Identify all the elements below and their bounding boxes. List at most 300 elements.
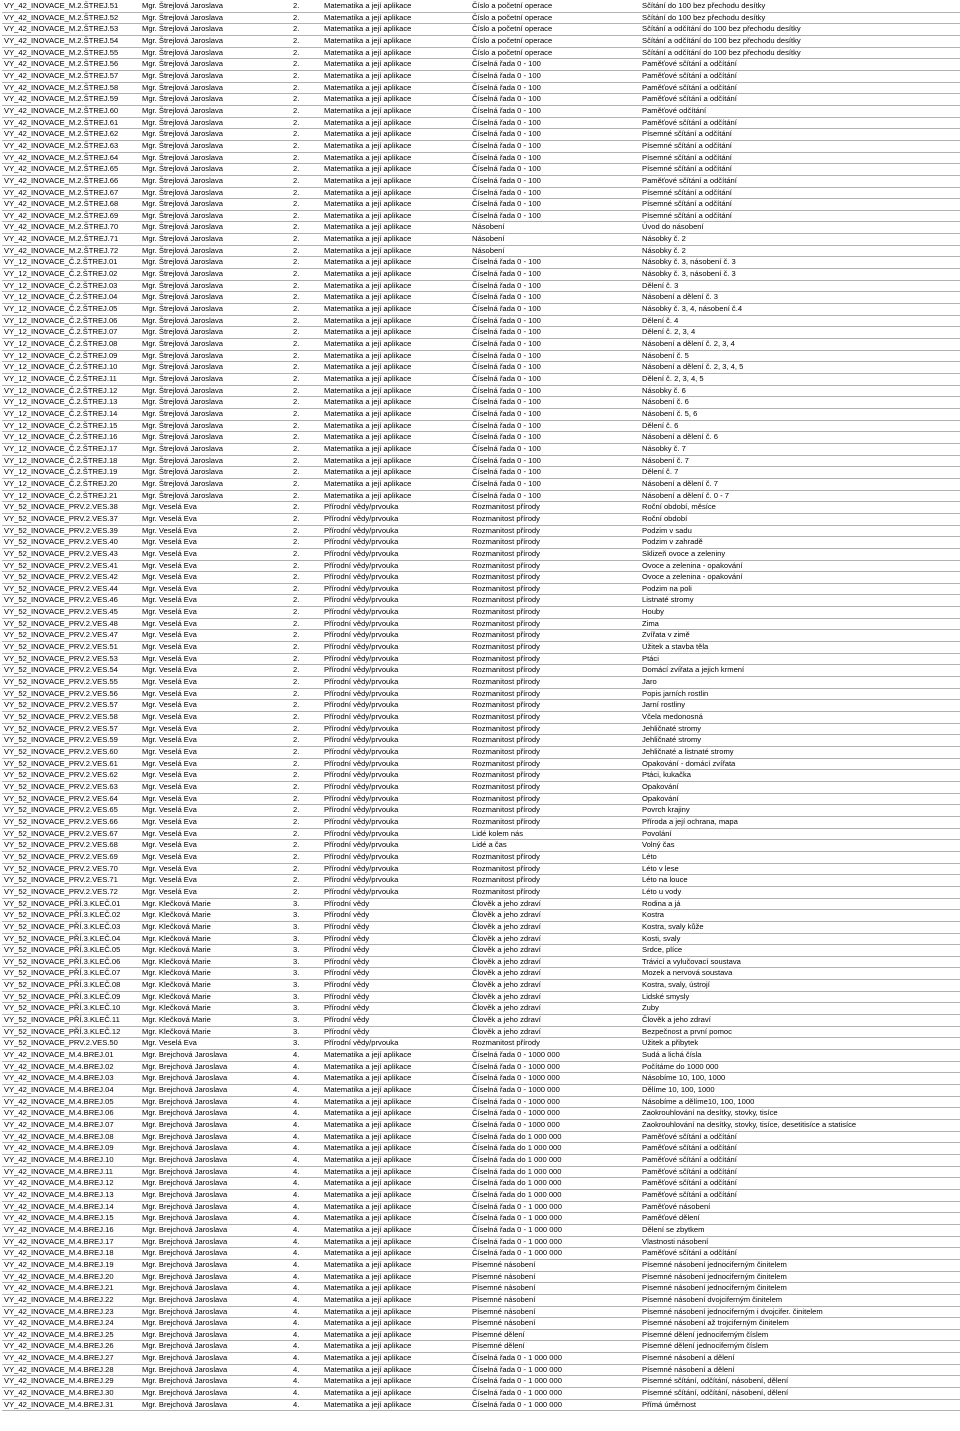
material-code-cell: VY_42_INOVACE_M.2.ŠTREJ.72 [2,245,140,257]
material-code-cell: VY_42_INOVACE_M.4.BREJ.31 [2,1399,140,1411]
title-cell: Paměťové sčítání a odčítání [640,117,960,129]
subject-cell: Matematika a její aplikace [322,1341,470,1353]
material-code-cell: VY_42_INOVACE_M.4.BREJ.10 [2,1154,140,1166]
material-code-cell: VY_52_INOVACE_PRV.2.VES.63 [2,781,140,793]
grade-cell: 4. [291,1224,322,1236]
topic-cell: Číselná řada 0 - 100 [470,70,640,82]
topic-cell: Číselná řada 0 - 100 [470,292,640,304]
subject-cell: Matematika a její aplikace [322,292,470,304]
subject-cell: Matematika a její aplikace [322,397,470,409]
material-code-cell: VY_42_INOVACE_M.4.BREJ.01 [2,1050,140,1062]
table-row [2,222,960,234]
title-cell: Násobení č. 7 [640,455,960,467]
table-row [2,805,960,817]
table-row [2,315,960,327]
title-cell: Ptáci, kukačka [640,770,960,782]
material-code-cell: VY_42_INOVACE_M.2.ŠTREJ.52 [2,12,140,24]
topic-cell: Číselná řada 0 - 100 [470,59,640,71]
topic-cell: Číselná řada 0 - 1000 000 [470,1050,640,1062]
title-cell: Písemné sčítání a odčítání [640,140,960,152]
material-code-cell: VY_52_INOVACE_PRV.2.VES.60 [2,747,140,759]
title-cell: Násobky č. 3, 4, násobení č.4 [640,304,960,316]
grade-cell: 4. [291,1061,322,1073]
material-code-cell: VY_52_INOVACE_PŘÍ.3.KLEČ.03 [2,921,140,933]
material-code-cell: VY_42_INOVACE_M.4.BREJ.17 [2,1236,140,1248]
author-cell: Mgr. Brejchová Jaroslava [140,1073,291,1085]
author-cell: Mgr. Štrejlová Jaroslava [140,280,291,292]
title-cell: Zima [640,618,960,630]
topic-cell: Číselná řada 0 - 100 [470,420,640,432]
title-cell: Násobky č. 2 [640,245,960,257]
author-cell: Mgr. Veselá Eva [140,653,291,665]
material-code-cell: VY_52_INOVACE_PRV.2.VES.71 [2,875,140,887]
table-row [2,828,960,840]
table-row [2,933,960,945]
material-code-cell: VY_12_INOVACE_Č.2.ŠTREJ.04 [2,292,140,304]
topic-cell: Písemné dělení [470,1341,640,1353]
subject-cell: Matematika a její aplikace [322,199,470,211]
material-code-cell: VY_42_INOVACE_M.4.BREJ.27 [2,1353,140,1365]
author-cell: Mgr. Štrejlová Jaroslava [140,339,291,351]
author-cell: Mgr. Veselá Eva [140,502,291,514]
topic-cell: Číselná řada 0 - 100 [470,175,640,187]
title-cell: Jehličnaté stromy [640,735,960,747]
material-code-cell: VY_42_INOVACE_M.2.ŠTREJ.51 [2,1,140,12]
topic-cell: Rozmanitost přírody [470,502,640,514]
title-cell: Paměťové sčítání a odčítání [640,1189,960,1201]
subject-cell: Přírodní vědy/prvouka [322,805,470,817]
material-code-cell: VY_52_INOVACE_PRV.2.VES.46 [2,595,140,607]
subject-cell: Přírodní vědy/prvouka [322,723,470,735]
table-row [2,968,960,980]
material-code-cell: VY_52_INOVACE_PŘÍ.3.KLEČ.12 [2,1026,140,1038]
author-cell: Mgr. Brejchová Jaroslava [140,1131,291,1143]
table-row [2,1306,960,1318]
topic-cell: Rozmanitost přírody [470,607,640,619]
grade-cell: 2. [291,47,322,59]
title-cell: Sčítání a odčítání do 100 bez přechodu desítky [640,35,960,47]
grade-cell: 2. [291,269,322,281]
grade-cell: 2. [291,712,322,724]
grade-cell: 2. [291,781,322,793]
subject-cell: Přírodní vědy/prvouka [322,502,470,514]
table-row [2,1376,960,1388]
material-code-cell: VY_12_INOVACE_Č.2.ŠTREJ.07 [2,327,140,339]
table-row [2,502,960,514]
subject-cell: Matematika a její aplikace [322,1318,470,1330]
title-cell: Podzim v zahradě [640,537,960,549]
author-cell: Mgr. Brejchová Jaroslava [140,1213,291,1225]
table-row [2,443,960,455]
subject-cell: Matematika a její aplikace [322,374,470,386]
author-cell: Mgr. Štrejlová Jaroslava [140,140,291,152]
author-cell: Mgr. Veselá Eva [140,712,291,724]
subject-cell: Přírodní vědy/prvouka [322,758,470,770]
topic-cell: Číselná řada 0 - 1 000 000 [470,1213,640,1225]
table-row [2,420,960,432]
grade-cell: 4. [291,1364,322,1376]
grade-cell: 2. [291,618,322,630]
title-cell: Násobení č. 6 [640,397,960,409]
subject-cell: Matematika a její aplikace [322,105,470,117]
subject-cell: Přírodní vědy/prvouka [322,513,470,525]
grade-cell: 4. [291,1073,322,1085]
author-cell: Mgr. Štrejlová Jaroslava [140,12,291,24]
grade-cell: 2. [291,385,322,397]
table-row [2,537,960,549]
material-code-cell: VY_52_INOVACE_PRV.2.VES.57 [2,723,140,735]
grade-cell: 2. [291,630,322,642]
table-row [2,1166,960,1178]
subject-cell: Přírodní vědy/prvouka [322,851,470,863]
title-cell: Domácí zvířata a jejich krmení [640,665,960,677]
table-row [2,70,960,82]
subject-cell: Matematika a její aplikace [322,70,470,82]
author-cell: Mgr. Štrejlová Jaroslava [140,175,291,187]
material-code-cell: VY_42_INOVACE_M.4.BREJ.02 [2,1061,140,1073]
material-code-cell: VY_52_INOVACE_PRV.2.VES.45 [2,607,140,619]
table-row [2,408,960,420]
table-row [2,1224,960,1236]
material-code-cell: VY_52_INOVACE_PRV.2.VES.72 [2,886,140,898]
table-row [2,1283,960,1295]
author-cell: Mgr. Klečková Marie [140,945,291,957]
material-code-cell: VY_12_INOVACE_Č.2.ŠTREJ.13 [2,397,140,409]
topic-cell: Rozmanitost přírody [470,875,640,887]
title-cell: Paměťové sčítání a odčítání [640,1166,960,1178]
topic-cell: Písemné násobení [470,1306,640,1318]
material-code-cell: VY_52_INOVACE_PŘÍ.3.KLEČ.11 [2,1015,140,1027]
topic-cell: Rozmanitost přírody [470,886,640,898]
title-cell: Písemné sčítání a odčítání [640,152,960,164]
table-row [2,362,960,374]
author-cell: Mgr. Klečková Marie [140,1026,291,1038]
table-row [2,175,960,187]
topic-cell: Rozmanitost přírody [470,1038,640,1050]
table-row [2,607,960,619]
title-cell: Písemné násobení jednociferným činitelem [640,1283,960,1295]
grade-cell: 2. [291,82,322,94]
grade-cell: 2. [291,362,322,374]
material-code-cell: VY_52_INOVACE_PRV.2.VES.59 [2,735,140,747]
title-cell: Dělení č. 2, 3, 4, 5 [640,374,960,386]
table-row [2,1,960,12]
author-cell: Mgr. Brejchová Jaroslava [140,1341,291,1353]
author-cell: Mgr. Štrejlová Jaroslava [140,245,291,257]
author-cell: Mgr. Štrejlová Jaroslava [140,199,291,211]
subject-cell: Matematika a její aplikace [322,257,470,269]
grade-cell: 4. [291,1294,322,1306]
subject-cell: Matematika a její aplikace [322,269,470,281]
material-code-cell: VY_12_INOVACE_Č.2.ŠTREJ.01 [2,257,140,269]
grade-cell: 3. [291,1026,322,1038]
subject-cell: Přírodní vědy/prvouka [322,816,470,828]
table-row [2,478,960,490]
subject-cell: Matematika a její aplikace [322,443,470,455]
author-cell: Mgr. Brejchová Jaroslava [140,1166,291,1178]
title-cell: Písemné sčítání a odčítání [640,164,960,176]
title-cell: Léto na louce [640,875,960,887]
title-cell: Léto [640,851,960,863]
table-row [2,956,960,968]
material-code-cell: VY_42_INOVACE_M.2.ŠTREJ.56 [2,59,140,71]
grade-cell: 2. [291,59,322,71]
table-row [2,653,960,665]
subject-cell: Přírodní vědy/prvouka [322,700,470,712]
grade-cell: 2. [291,688,322,700]
grade-cell: 2. [291,560,322,572]
title-cell: Lidské smysly [640,991,960,1003]
grade-cell: 3. [291,945,322,957]
topic-cell: Číselná řada do 1 000 000 [470,1154,640,1166]
subject-cell: Matematika a její aplikace [322,1271,470,1283]
author-cell: Mgr. Štrejlová Jaroslava [140,327,291,339]
title-cell: Zuby [640,1003,960,1015]
grade-cell: 2. [291,175,322,187]
table-row [2,816,960,828]
table-row [2,164,960,176]
title-cell: Násobení a dělení č. 7 [640,478,960,490]
material-code-cell: VY_42_INOVACE_M.2.ŠTREJ.59 [2,94,140,106]
subject-cell: Matematika a její aplikace [322,467,470,479]
author-cell: Mgr. Štrejlová Jaroslava [140,362,291,374]
material-code-cell: VY_42_INOVACE_M.4.BREJ.26 [2,1341,140,1353]
subject-cell: Přírodní vědy/prvouka [322,642,470,654]
grade-cell: 2. [291,280,322,292]
title-cell: Písemné sčítání, odčítání, násobení, dělení [640,1388,960,1400]
table-row [2,921,960,933]
grade-cell: 4. [291,1096,322,1108]
material-code-cell: VY_12_INOVACE_Č.2.ŠTREJ.12 [2,385,140,397]
grade-cell: 2. [291,467,322,479]
topic-cell: Číslo a početní operace [470,47,640,59]
table-row [2,665,960,677]
subject-cell: Matematika a její aplikace [322,1388,470,1400]
grade-cell: 2. [291,455,322,467]
table-row [2,1096,960,1108]
material-code-cell: VY_42_INOVACE_M.2.ŠTREJ.60 [2,105,140,117]
title-cell: Paměťové sčítání a odčítání [640,175,960,187]
author-cell: Mgr. Veselá Eva [140,583,291,595]
subject-cell: Přírodní vědy/prvouka [322,665,470,677]
grade-cell: 2. [291,490,322,502]
author-cell: Mgr. Brejchová Jaroslava [140,1178,291,1190]
material-code-cell: VY_12_INOVACE_Č.2.ŠTREJ.16 [2,432,140,444]
table-row [2,793,960,805]
material-code-cell: VY_52_INOVACE_PŘÍ.3.KLEČ.08 [2,980,140,992]
table-row [2,140,960,152]
subject-cell: Matematika a její aplikace [322,129,470,141]
title-cell: Násobíme 10, 100, 1000 [640,1073,960,1085]
subject-cell: Přírodní vědy/prvouka [322,525,470,537]
author-cell: Mgr. Štrejlová Jaroslava [140,490,291,502]
topic-cell: Číselná řada do 1 000 000 [470,1178,640,1190]
table-row [2,642,960,654]
table-row [2,1178,960,1190]
topic-cell: Číslo a početní operace [470,24,640,36]
grade-cell: 2. [291,117,322,129]
author-cell: Mgr. Veselá Eva [140,525,291,537]
title-cell: Sčítání a odčítání do 100 bez přechodu desítky [640,47,960,59]
table-row [2,1271,960,1283]
table-row [2,187,960,199]
author-cell: Mgr. Brejchová Jaroslava [140,1329,291,1341]
material-code-cell: VY_52_INOVACE_PRV.2.VES.57 [2,700,140,712]
subject-cell: Matematika a její aplikace [322,210,470,222]
author-cell: Mgr. Veselá Eva [140,851,291,863]
subject-cell: Přírodní vědy/prvouka [322,583,470,595]
subject-cell: Matematika a její aplikace [322,408,470,420]
subject-cell: Přírodní vědy [322,968,470,980]
grade-cell: 2. [291,339,322,351]
grade-cell: 2. [291,152,322,164]
material-code-cell: VY_42_INOVACE_M.4.BREJ.23 [2,1306,140,1318]
table-row [2,374,960,386]
author-cell: Mgr. Štrejlová Jaroslava [140,304,291,316]
title-cell: Písemné sčítání a odčítání [640,199,960,211]
title-cell: Paměťové sčítání a odčítání [640,1143,960,1155]
author-cell: Mgr. Brejchová Jaroslava [140,1143,291,1155]
topic-cell: Číselná řada 0 - 1 000 000 [470,1388,640,1400]
grade-cell: 3. [291,910,322,922]
grade-cell: 2. [291,572,322,584]
author-cell: Mgr. Štrejlová Jaroslava [140,94,291,106]
subject-cell: Matematika a její aplikace [322,164,470,176]
subject-cell: Přírodní vědy/prvouka [322,595,470,607]
material-code-cell: VY_12_INOVACE_Č.2.ŠTREJ.06 [2,315,140,327]
subject-cell: Matematika a její aplikace [322,234,470,246]
author-cell: Mgr. Štrejlová Jaroslava [140,117,291,129]
author-cell: Mgr. Brejchová Jaroslava [140,1294,291,1306]
material-code-cell: VY_52_INOVACE_PRV.2.VES.64 [2,793,140,805]
table-row [2,688,960,700]
author-cell: Mgr. Štrejlová Jaroslava [140,269,291,281]
title-cell: Násobení č. 5 [640,350,960,362]
material-code-cell: VY_42_INOVACE_M.2.ŠTREJ.68 [2,199,140,211]
grade-cell: 4. [291,1259,322,1271]
table-row [2,1085,960,1097]
grade-cell: 4. [291,1178,322,1190]
material-code-cell: VY_52_INOVACE_PRV.2.VES.51 [2,642,140,654]
table-row [2,1364,960,1376]
topic-cell: Rozmanitost přírody [470,781,640,793]
grade-cell: 2. [291,432,322,444]
grade-cell: 3. [291,956,322,968]
grade-cell: 4. [291,1353,322,1365]
grade-cell: 2. [291,595,322,607]
grade-cell: 4. [291,1154,322,1166]
title-cell: Násobení a dělení č. 2, 3, 4, 5 [640,362,960,374]
material-code-cell: VY_12_INOVACE_Č.2.ŠTREJ.15 [2,420,140,432]
author-cell: Mgr. Brejchová Jaroslava [140,1271,291,1283]
topic-cell: Číselná řada do 1 000 000 [470,1166,640,1178]
author-cell: Mgr. Brejchová Jaroslava [140,1259,291,1271]
title-cell: Vlastnosti násobení [640,1236,960,1248]
title-cell: Včela medonosná [640,712,960,724]
subject-cell: Matematika a její aplikace [322,280,470,292]
table-row [2,1294,960,1306]
topic-cell: Násobení [470,245,640,257]
subject-cell: Matematika a její aplikace [322,175,470,187]
title-cell: Sčítání a odčítání do 100 bez přechodu desítky [640,24,960,36]
material-code-cell: VY_42_INOVACE_M.4.BREJ.12 [2,1178,140,1190]
subject-cell: Přírodní vědy/prvouka [322,840,470,852]
subject-cell: Matematika a její aplikace [322,1259,470,1271]
title-cell: Ptáci [640,653,960,665]
author-cell: Mgr. Veselá Eva [140,688,291,700]
topic-cell: Číselná řada do 1 000 000 [470,1131,640,1143]
topic-cell: Číselná řada 0 - 100 [470,350,640,362]
topic-cell: Násobení [470,222,640,234]
author-cell: Mgr. Štrejlová Jaroslava [140,222,291,234]
title-cell: Násobení a dělení č. 6 [640,432,960,444]
grade-cell: 3. [291,1038,322,1050]
title-cell: Zaokrouhlování na desítky, stovky, tisíce, desetitisíce a statisíce [640,1120,960,1132]
material-code-cell: VY_52_INOVACE_PRV.2.VES.58 [2,712,140,724]
material-code-cell: VY_52_INOVACE_PŘÍ.3.KLEČ.09 [2,991,140,1003]
title-cell: Užitek a přibytek [640,1038,960,1050]
author-cell: Mgr. Klečková Marie [140,991,291,1003]
topic-cell: Člověk a jeho zdraví [470,956,640,968]
author-cell: Mgr. Klečková Marie [140,898,291,910]
material-code-cell: VY_12_INOVACE_Č.2.ŠTREJ.09 [2,350,140,362]
table-row [2,677,960,689]
topic-cell: Rozmanitost přírody [470,851,640,863]
grade-cell: 2. [291,187,322,199]
grade-cell: 2. [291,735,322,747]
grade-cell: 2. [291,840,322,852]
author-cell: Mgr. Veselá Eva [140,630,291,642]
table-row [2,700,960,712]
subject-cell: Matematika a její aplikace [322,24,470,36]
subject-cell: Přírodní vědy/prvouka [322,688,470,700]
author-cell: Mgr. Veselá Eva [140,758,291,770]
grade-cell: 4. [291,1085,322,1097]
author-cell: Mgr. Štrejlová Jaroslava [140,467,291,479]
author-cell: Mgr. Klečková Marie [140,1015,291,1027]
author-cell: Mgr. Veselá Eva [140,816,291,828]
topic-cell: Číselná řada 0 - 100 [470,362,640,374]
grade-cell: 2. [291,723,322,735]
author-cell: Mgr. Štrejlová Jaroslava [140,292,291,304]
topic-cell: Číselná řada 0 - 1000 000 [470,1108,640,1120]
topic-cell: Číselná řada 0 - 1000 000 [470,1061,640,1073]
topic-cell: Rozmanitost přírody [470,863,640,875]
title-cell: Srdce, plíce [640,945,960,957]
subject-cell: Přírodní vědy/prvouka [322,747,470,759]
topic-cell: Člověk a jeho zdraví [470,921,640,933]
table-row [2,432,960,444]
author-cell: Mgr. Veselá Eva [140,665,291,677]
author-cell: Mgr. Brejchová Jaroslava [140,1248,291,1260]
table-row [2,758,960,770]
title-cell: Dělení č. 4 [640,315,960,327]
author-cell: Mgr. Veselá Eva [140,781,291,793]
title-cell: Člověk a jeho zdraví [640,1015,960,1027]
title-cell: Násobení č. 5, 6 [640,408,960,420]
table-body [2,1,960,1411]
topic-cell: Písemné násobení [470,1259,640,1271]
table-row [2,548,960,560]
author-cell: Mgr. Brejchová Jaroslava [140,1318,291,1330]
author-cell: Mgr. Štrejlová Jaroslava [140,257,291,269]
grade-cell: 2. [291,199,322,211]
grade-cell: 2. [291,816,322,828]
grade-cell: 2. [291,793,322,805]
subject-cell: Matematika a její aplikace [322,1120,470,1132]
grade-cell: 2. [291,35,322,47]
title-cell: Písemné násobení jednociferným činitelem [640,1271,960,1283]
